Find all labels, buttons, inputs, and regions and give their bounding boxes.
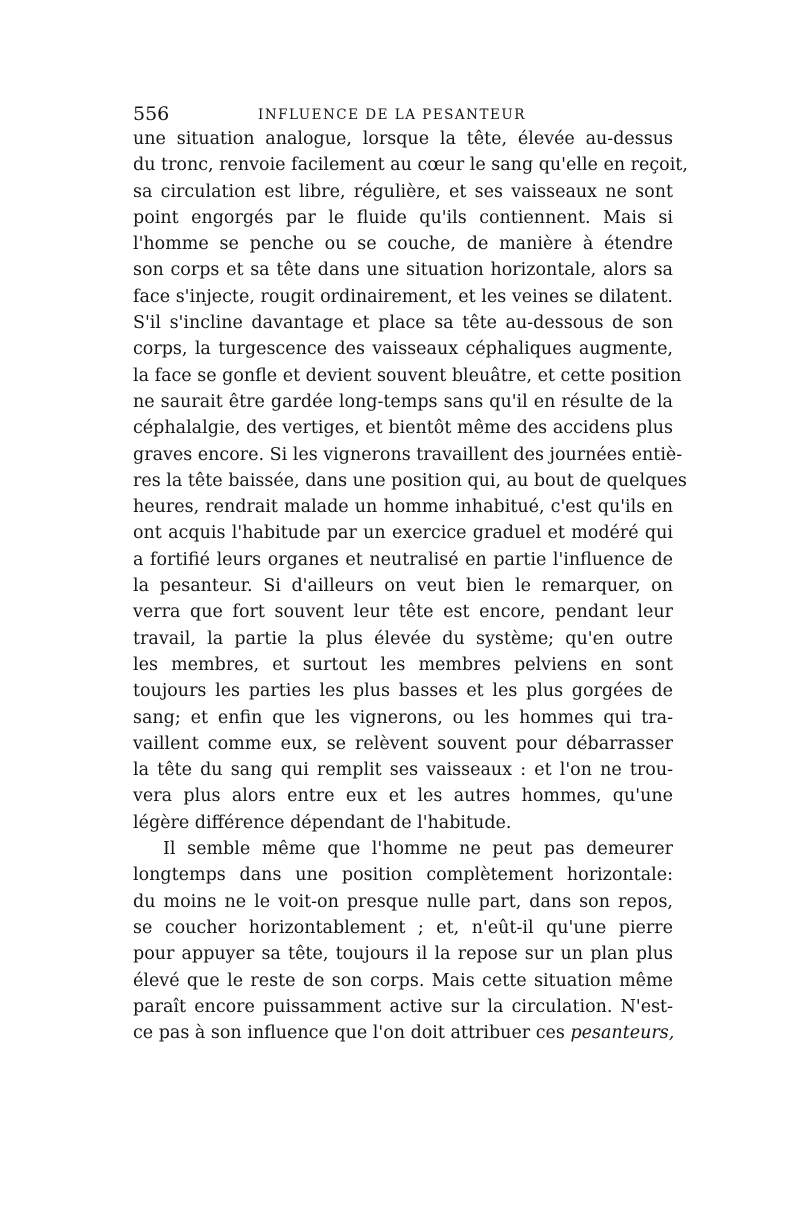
text-line: toujours les parties les plus basses et les plus gorgées de bbox=[133, 681, 673, 702]
text-line: ne saurait être gardée long-temps sans qu'il en résulte de la bbox=[133, 391, 673, 412]
text-line: une situation analogue, lorsque la tête, élevée au-dessus bbox=[133, 129, 673, 149]
text-line: point engorgés par le fluide qu'ils contiennent. Mais si bbox=[133, 207, 673, 228]
text-line: vaillent comme eux, se relèvent souvent pour débarrasser bbox=[133, 733, 673, 754]
text-line: l'homme se penche ou se couche, de manière à étendre bbox=[133, 234, 673, 255]
text-line: face s'injecte, rougit ordinairement, et les veines se dilatent. bbox=[133, 286, 673, 307]
page-header bbox=[133, 103, 668, 125]
text-line: les membres, et surtout les membres pelviens en sont bbox=[133, 654, 673, 675]
text-line: heures, rendrait malade un homme inhabitué, c'est qu'ils en bbox=[133, 497, 673, 518]
text-line: travail, la partie la plus élevée du système; qu'en outre bbox=[133, 628, 673, 649]
text-line: son corps et sa tête dans une situation horizontale, alors sa bbox=[133, 260, 673, 281]
text-line: céphalalgie, des vertiges, et bientôt même des accidens plus bbox=[133, 418, 673, 439]
paragraph-end-line: légère différence dépendant de l'habitude. bbox=[133, 812, 512, 833]
page-number: 556 bbox=[133, 103, 170, 125]
text-line: res la tête baissée, dans une position qui, au bout de quelques bbox=[133, 470, 687, 491]
text-line: du tronc, renvoie facilement au cœur le sang qu'elle en reçoit, bbox=[133, 155, 688, 176]
text-line: pour appuyer sa tête, toujours il la repose sur un plan plus bbox=[133, 944, 673, 965]
text-line: vera plus alors entre eux et les autres hommes, qu'une bbox=[133, 786, 673, 807]
text-line: se coucher horizontablement ; et, n'eût-il qu'une pierre bbox=[133, 917, 673, 938]
text-line: verra que fort souvent leur tête est encore, pendant leur bbox=[133, 602, 673, 623]
paragraph-start-line: Il semble même que l'homme ne peut pas demeurer bbox=[163, 839, 673, 860]
final-line-text: ce pas à son influence que l'on doit attribuer ces bbox=[133, 1023, 565, 1044]
text-line: du moins ne le voit-on presque nulle part, dans son repos, bbox=[133, 891, 673, 912]
text-line: élevé que le reste de son corps. Mais cette situation même bbox=[133, 970, 673, 991]
text-line: sang; et enfin que les vignerons, ou les hommes qui tra- bbox=[133, 707, 673, 728]
text-line: la pesanteur. Si d'ailleurs on veut bien le remarquer, on bbox=[133, 576, 673, 597]
body-text bbox=[133, 126, 688, 1046]
running-head: INFLUENCE DE LA PESANTEUR bbox=[258, 107, 526, 123]
text-line: graves encore. Si les vignerons travaillent des journées entiè- bbox=[133, 444, 683, 465]
final-line bbox=[133, 1020, 673, 1046]
text-line: sa circulation est libre, régulière, et ses vaisseaux ne sont bbox=[133, 181, 673, 202]
final-italic-word: pesanteurs, bbox=[570, 1023, 675, 1044]
text-line: longtemps dans une position complètement horizontale: bbox=[133, 865, 673, 886]
text-line: a fortifié leurs organes et neutralisé en partie l'influence de bbox=[133, 549, 673, 570]
text-line: la tête du sang qui remplit ses vaisseaux : et l'on ne trou- bbox=[133, 760, 673, 781]
text-line: S'il s'incline davantage et place sa tête au-dessous de son bbox=[133, 313, 673, 334]
text-line: corps, la turgescence des vaisseaux céphaliques augmente, bbox=[133, 339, 673, 360]
text-line: ont acquis l'habitude par un exercice graduel et modéré qui bbox=[133, 523, 673, 544]
text-line: la face se gonfle et devient souvent bleuâtre, et cette position bbox=[133, 365, 682, 386]
text-line: paraît encore puissamment active sur la circulation. N'est- bbox=[133, 996, 673, 1017]
